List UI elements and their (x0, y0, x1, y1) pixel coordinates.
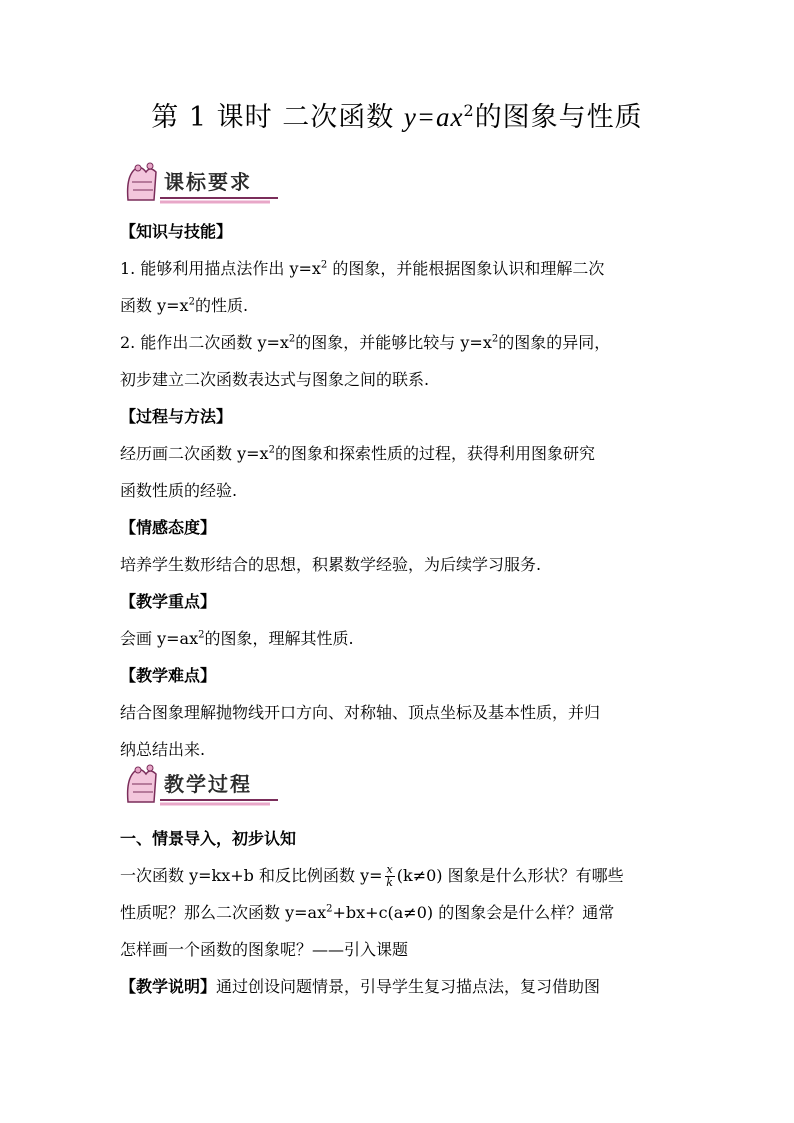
process-banner-label: 教学过程 (164, 772, 252, 796)
emotion-heading: 【情感态度】 (120, 518, 217, 537)
knowledge-item-2: 2. 能作出二次函数 $y=x^2$的图象，并能够比较与 $y=x^2$的图象的异同， 初步建立二次函数表达式与图象之间的联系. (120, 333, 611, 389)
process-content (120, 820, 680, 1005)
title-exponent: 2 (463, 101, 475, 120)
process-banner (120, 762, 280, 810)
standards-banner-label: 课标要求 (164, 170, 252, 194)
method-heading: 【过程与方法】 (120, 407, 233, 426)
difficulty-heading: 【教学难点】 (120, 666, 217, 685)
key-point-text: 会画 $y=ax^2$的图象，理解其性质. (120, 629, 354, 648)
knowledge-item-1: 1. 能够利用描点法作出 $y=x^2$ 的图象，并能根据图象认识和理解二次 函数 $y=x^2$的性质. (120, 259, 605, 315)
key-point-heading: 【教学重点】 (120, 592, 217, 611)
knowledge-heading: 【知识与技能】 (120, 222, 233, 241)
intro-heading: 一、情景导入，初步认知 (120, 829, 297, 848)
page-title (0, 98, 794, 137)
fraction-x-over-k: $\frac{x}{k}$ (386, 863, 393, 889)
title-prefix: 第 1 课时 二次函数 (151, 102, 404, 133)
intro-text: 一次函数 y=kx+b 和反比例函数 y= $\frac{x}{k}$ (k≠0) 图象是什么形状？有哪些 性质呢？那么二次函数 $y=ax^2+bx+c(a\ne 0)$ 的图象会是什么样？通常 怎样画一个函数的图象呢？——引入课题 (120, 863, 624, 959)
standards-banner (120, 160, 280, 208)
method-text: 经历画二次函数 $y=x^2$的图象和探索性质的过程，获得利用图象研究 函数性质的经验. (120, 444, 595, 500)
emotion-text: 培养学生数形结合的思想，积累数学经验，为后续学习服务. (120, 555, 542, 574)
title-suffix: 的图象与性质 (474, 102, 643, 133)
difficulty-text: 结合图象理解抛物线开口方向、对称轴、顶点坐标及基本性质，并归 纳总结出来. (120, 703, 601, 759)
standards-content (120, 213, 680, 768)
title-math: y=ax (403, 102, 464, 132)
teaching-note: 【教学说明】通过创设问题情景，引导学生复习描点法，复习借助图 (120, 977, 601, 996)
